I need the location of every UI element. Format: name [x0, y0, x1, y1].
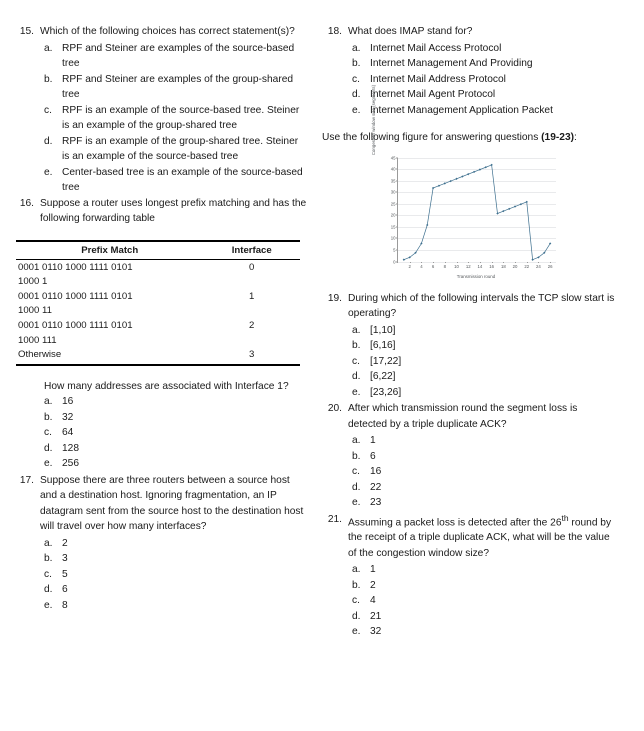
choice-item[interactable]	[322, 449, 616, 465]
chart-x-tick-label: 4	[420, 264, 423, 270]
choice-item[interactable]	[14, 410, 308, 426]
choice-text: RPF and Steiner are examples of the group-shared tree	[62, 73, 294, 100]
choice-letter: c.	[352, 355, 360, 367]
choice-text: 22	[370, 481, 382, 493]
choice-letter: d.	[352, 89, 361, 100]
question-17-choices	[14, 536, 308, 614]
cell-prefix: 0001 0110 1000 1111 0101	[18, 261, 133, 273]
question-text: During which of the following intervals the TCP slow start is operating?	[348, 292, 615, 319]
chart-data-point	[479, 168, 481, 170]
cell-empty	[203, 304, 300, 319]
indent-spacer	[322, 609, 352, 625]
indent-spacer	[322, 56, 352, 72]
choice-text: 16	[62, 396, 74, 408]
choice-text: 32	[370, 626, 382, 638]
table-row-continuation	[16, 275, 300, 290]
choice-text: Internet Management And Providing	[370, 58, 533, 69]
chart-x-tick-label: 10	[454, 264, 459, 270]
question-19-choices	[322, 323, 616, 401]
indent-spacer	[322, 433, 352, 449]
question-number: 18.	[327, 26, 342, 37]
choice-letter: c.	[44, 427, 52, 439]
question-number: 17.	[19, 474, 34, 486]
indent-spacer	[14, 567, 44, 583]
chart-x-tick-label: 12	[465, 264, 471, 270]
choice-letter: d.	[352, 610, 361, 622]
question-18	[322, 24, 616, 40]
table-row-continuation	[16, 333, 300, 348]
chart-data-point	[455, 177, 457, 179]
choice-item[interactable]	[322, 578, 616, 594]
choice-letter: e.	[352, 386, 361, 398]
question-number: 15.	[19, 26, 34, 37]
choice-item[interactable]	[322, 624, 616, 640]
choice-letter: c.	[44, 568, 52, 580]
chart-series	[398, 158, 556, 262]
question-text	[348, 512, 616, 562]
indent-spacer	[322, 87, 352, 103]
cell-prefix: 0001 0110 1000 1111 0101	[18, 290, 133, 302]
choice-text: 1	[370, 435, 376, 446]
indent-spacer	[322, 103, 352, 119]
choice-text: 16	[370, 466, 382, 477]
choice-item[interactable]	[14, 394, 308, 410]
choice-letter: d.	[44, 135, 53, 147]
question-15-choices	[14, 41, 308, 196]
choice-letter: b.	[352, 58, 361, 69]
chart-data-point	[467, 173, 469, 175]
chart-y-tick-label: 10	[390, 235, 396, 241]
choice-text: RPF is an example of the source-based tree. Steiner is an example of the group-shared tree	[62, 104, 300, 131]
figure-instruction-range: (19-23)	[541, 132, 574, 143]
chart-y-tick-label: 25	[390, 201, 396, 207]
chart-y-tick-label: 35	[390, 178, 396, 184]
right-column	[322, 24, 616, 723]
indent-spacer	[14, 536, 44, 552]
choice-letter: a.	[352, 564, 361, 576]
chart-x-tick-label: 24	[536, 264, 541, 270]
chart-y-tick-label: 5	[393, 247, 396, 253]
choice-text: 32	[62, 411, 74, 423]
sub-question-16-choices	[14, 394, 308, 472]
choice-text: 23	[370, 497, 382, 508]
chart-data-point	[520, 203, 522, 205]
choice-text: 4	[370, 595, 376, 607]
choice-text: [6,16]	[370, 340, 396, 351]
choice-item[interactable]	[322, 593, 616, 609]
choice-text: [6,22]	[370, 371, 396, 382]
chart-data-point	[473, 170, 475, 172]
table-header-row	[16, 241, 300, 260]
chart-x-tick-label: 18	[500, 264, 506, 270]
choice-letter: b.	[44, 411, 53, 423]
chart-x-tick-label: 2	[408, 264, 411, 270]
indent-spacer	[322, 449, 352, 465]
indent-spacer	[322, 495, 352, 511]
ordinal-suffix: th	[561, 512, 569, 523]
chart-data-point	[514, 205, 516, 207]
indent-spacer	[14, 456, 44, 472]
choice-text: [23,26]	[370, 386, 402, 398]
choice-letter: a.	[352, 435, 361, 446]
cell-prefix-continued: 1000 11	[18, 305, 52, 317]
question-20-choices	[322, 433, 616, 511]
chart-x-tick-label: 8	[443, 264, 447, 270]
table-head	[16, 241, 300, 260]
question-text: After which transmission round the segment loss is detected by a triple duplicate ACK?	[348, 403, 578, 430]
choice-text: 256	[62, 458, 79, 470]
choice-item[interactable]	[14, 582, 308, 598]
chart-x-tick-label: 6	[431, 264, 435, 270]
indent-spacer	[322, 593, 352, 609]
chart-data-point	[450, 179, 452, 181]
choice-text: RPF is an example of the group-shared tree. Steiner is an example of the source-based tree	[62, 135, 299, 162]
choice-letter: e.	[44, 599, 53, 611]
question-text-part2: round by the receipt of a triple duplicate ACK, what will be the value of the congestion window size?	[348, 516, 612, 559]
indent-spacer	[322, 369, 352, 385]
choice-item[interactable]	[322, 103, 616, 119]
indent-spacer	[322, 41, 352, 57]
choice-item[interactable]	[322, 562, 616, 578]
choice-letter: d.	[44, 442, 53, 454]
table-row	[16, 319, 300, 334]
chart-y-tick-label: 20	[390, 212, 396, 218]
choice-letter: b.	[352, 340, 361, 351]
choice-text: Internet Management Application Packet	[370, 104, 553, 116]
choice-item[interactable]	[322, 323, 616, 339]
chart-line	[404, 164, 550, 259]
choice-item[interactable]	[322, 338, 616, 354]
question-17	[14, 473, 308, 535]
choice-item[interactable]	[322, 495, 616, 511]
question-19	[322, 291, 616, 322]
choice-text: Internet Mail Agent Protocol	[370, 89, 496, 100]
figure-instruction-suffix: :	[574, 132, 577, 143]
choice-text: 21	[370, 610, 382, 622]
choice-letter: c.	[352, 595, 360, 607]
cell-prefix-continued: 1000 1	[18, 276, 48, 288]
choice-text: 128	[62, 442, 79, 454]
indent-spacer	[14, 551, 44, 567]
chart-data-point	[461, 175, 463, 177]
choice-text: 2	[370, 579, 376, 591]
chart-y-tick-label: 45	[390, 155, 396, 160]
choice-text: 6	[370, 450, 376, 462]
indent-spacer	[14, 441, 44, 457]
chart-data-point	[485, 166, 487, 168]
chart-data-point	[496, 212, 498, 214]
chart-plot-area	[390, 155, 556, 270]
cell-prefix: 0001 0110 1000 1111 0101	[18, 320, 133, 332]
question-number: 19.	[327, 292, 342, 304]
choice-letter: c.	[352, 73, 360, 85]
indent-spacer	[14, 72, 44, 103]
table-row-continuation	[16, 304, 300, 319]
choice-item[interactable]	[322, 72, 616, 88]
choice-item[interactable]	[14, 134, 308, 165]
indent-spacer	[322, 354, 352, 370]
choice-letter: a.	[44, 42, 53, 54]
indent-spacer	[322, 464, 352, 480]
choice-letter: b.	[352, 579, 361, 591]
indent-spacer	[14, 582, 44, 598]
choice-item[interactable]	[14, 103, 308, 134]
table-body	[16, 260, 300, 365]
choice-item[interactable]	[14, 165, 308, 196]
choice-item[interactable]	[14, 441, 308, 457]
choice-item[interactable]	[14, 425, 308, 441]
choice-item[interactable]	[14, 598, 308, 614]
chart-data-point	[531, 258, 533, 260]
chart-x-tick-label: 26	[547, 264, 553, 270]
choice-text: 8	[62, 599, 68, 611]
choice-item[interactable]	[322, 609, 616, 625]
table-row	[16, 348, 300, 365]
choice-text: 64	[62, 427, 74, 439]
indent-spacer	[322, 624, 352, 640]
choice-text: 1	[370, 564, 376, 576]
indent-spacer	[14, 598, 44, 614]
choice-text: RPF and Steiner are examples of the source-based tree	[62, 42, 295, 69]
question-text: What does IMAP stand for?	[348, 26, 473, 37]
choice-letter: c.	[352, 466, 360, 477]
cell-prefix: Otherwise	[16, 348, 203, 365]
indent-spacer	[14, 41, 44, 72]
choice-letter: c.	[44, 104, 52, 116]
question-text: Which of the following choices has correct statement(s)?	[40, 26, 295, 37]
chart-x-tick-label: 20	[512, 264, 518, 270]
chart-x-tick-label: 22	[524, 264, 530, 270]
chart-data-point	[403, 258, 405, 260]
indent-spacer	[14, 165, 44, 196]
choice-letter: b.	[352, 450, 361, 462]
choice-item[interactable]	[14, 567, 308, 583]
indent-spacer	[322, 562, 352, 578]
column-header-prefix-match: Prefix Match	[16, 241, 203, 260]
indent-spacer	[14, 103, 44, 134]
choice-letter: a.	[44, 537, 53, 549]
chart-x-tick-label: 14	[477, 264, 483, 270]
question-number: 21.	[327, 513, 342, 525]
chart-data-point	[502, 210, 504, 212]
choice-item[interactable]	[14, 456, 308, 472]
column-header-interface: Interface	[203, 241, 300, 260]
chart-data-point	[526, 200, 528, 202]
question-21	[322, 512, 616, 562]
indent-spacer	[14, 394, 44, 410]
choice-item[interactable]	[322, 41, 616, 57]
choice-letter: b.	[44, 553, 53, 565]
forwarding-table	[16, 240, 300, 366]
question-number: 16.	[19, 197, 34, 209]
choice-item[interactable]	[14, 551, 308, 567]
choice-item[interactable]	[14, 41, 308, 72]
choice-item[interactable]	[322, 354, 616, 370]
cell-empty	[203, 275, 300, 290]
choice-letter: e.	[44, 166, 53, 178]
choice-item[interactable]	[322, 385, 616, 401]
choice-text: Internet Mail Access Protocol	[370, 42, 502, 54]
indent-spacer	[322, 385, 352, 401]
choice-text: 3	[62, 553, 68, 565]
choice-item[interactable]	[14, 536, 308, 552]
chart-y-tick-label: 40	[390, 166, 396, 172]
choice-text: [17,22]	[370, 355, 402, 367]
table-row	[16, 260, 300, 275]
choice-letter: e.	[44, 458, 53, 470]
chart-y-tick-label: 0	[393, 259, 396, 264]
question-text: Suppose there are three routers between a source host and a destination host. Ignoring fragmentation, an IP datagram sent from the source host to the destination host will travel over how many interfaces?	[40, 474, 304, 533]
choice-item[interactable]	[322, 480, 616, 496]
question-21-choices	[322, 562, 616, 640]
question-text: Suppose a router uses longest prefix matching and has the following forwarding table	[40, 197, 307, 224]
choice-letter: b.	[44, 73, 53, 85]
question-16	[14, 196, 308, 227]
choice-text: Center-based tree is an example of the source-based tree	[62, 166, 303, 193]
chart-data-point	[508, 207, 510, 209]
choice-item[interactable]	[14, 72, 308, 103]
chart-data-point	[426, 223, 428, 225]
indent-spacer	[322, 72, 352, 88]
choice-item[interactable]	[322, 464, 616, 480]
left-column	[14, 24, 308, 723]
question-text-part1: Assuming a packet loss is detected after the 26	[348, 516, 562, 528]
question-15	[14, 24, 308, 40]
chart-y-axis-label: Congestion window size (segments)	[371, 84, 376, 155]
question-20	[322, 401, 616, 432]
choice-letter: e.	[352, 104, 361, 116]
chart-x-axis-label: Transmission round	[456, 273, 496, 279]
chart-data-point	[438, 184, 440, 186]
choice-item[interactable]	[322, 369, 616, 385]
choice-letter: d.	[352, 371, 361, 382]
table-row	[16, 289, 300, 304]
choice-item[interactable]	[322, 56, 616, 72]
chart-data-point	[432, 186, 434, 188]
choice-letter: d.	[44, 584, 53, 596]
chart-y-tick-label: 15	[390, 224, 396, 230]
indent-spacer	[322, 338, 352, 354]
chart-data-point	[444, 182, 446, 184]
indent-spacer	[14, 134, 44, 165]
choice-letter: a.	[352, 42, 361, 54]
choice-letter: d.	[352, 481, 361, 493]
chart-data-point	[490, 163, 492, 165]
choice-text: [1,10]	[370, 324, 396, 336]
figure-instruction-prefix: Use the following figure for answering questions	[322, 132, 542, 143]
cell-prefix-continued: 1000 111	[18, 334, 57, 346]
question-number: 20.	[327, 403, 342, 414]
indent-spacer	[14, 410, 44, 426]
cell-empty	[203, 333, 300, 348]
indent-spacer	[322, 323, 352, 339]
choice-item[interactable]	[322, 433, 616, 449]
cell-interface: 2	[249, 320, 255, 332]
choice-letter: e.	[352, 497, 361, 508]
figure-instruction	[322, 130, 616, 146]
indent-spacer	[322, 578, 352, 594]
cell-interface: 3	[203, 348, 300, 365]
choice-letter: e.	[352, 626, 361, 638]
choice-text: 6	[62, 584, 68, 596]
forwarding-table-wrapper	[14, 240, 308, 366]
choice-letter: a.	[44, 396, 53, 408]
indent-spacer	[14, 425, 44, 441]
sub-question-16-text: How many addresses are associated with Interface 1?	[44, 380, 289, 392]
chart-y-tick-label: 30	[390, 189, 396, 195]
choice-letter: a.	[352, 324, 361, 336]
chart-x-tick-label: 16	[489, 264, 495, 270]
indent-spacer	[322, 480, 352, 496]
question-18-choices	[322, 41, 616, 119]
choice-text: 5	[62, 568, 68, 580]
cell-interface: 0	[249, 261, 255, 273]
cell-interface: 1	[249, 290, 255, 302]
choice-item[interactable]	[322, 87, 616, 103]
choice-text: 2	[62, 537, 68, 549]
choice-text: Internet Mail Address Protocol	[370, 73, 506, 85]
